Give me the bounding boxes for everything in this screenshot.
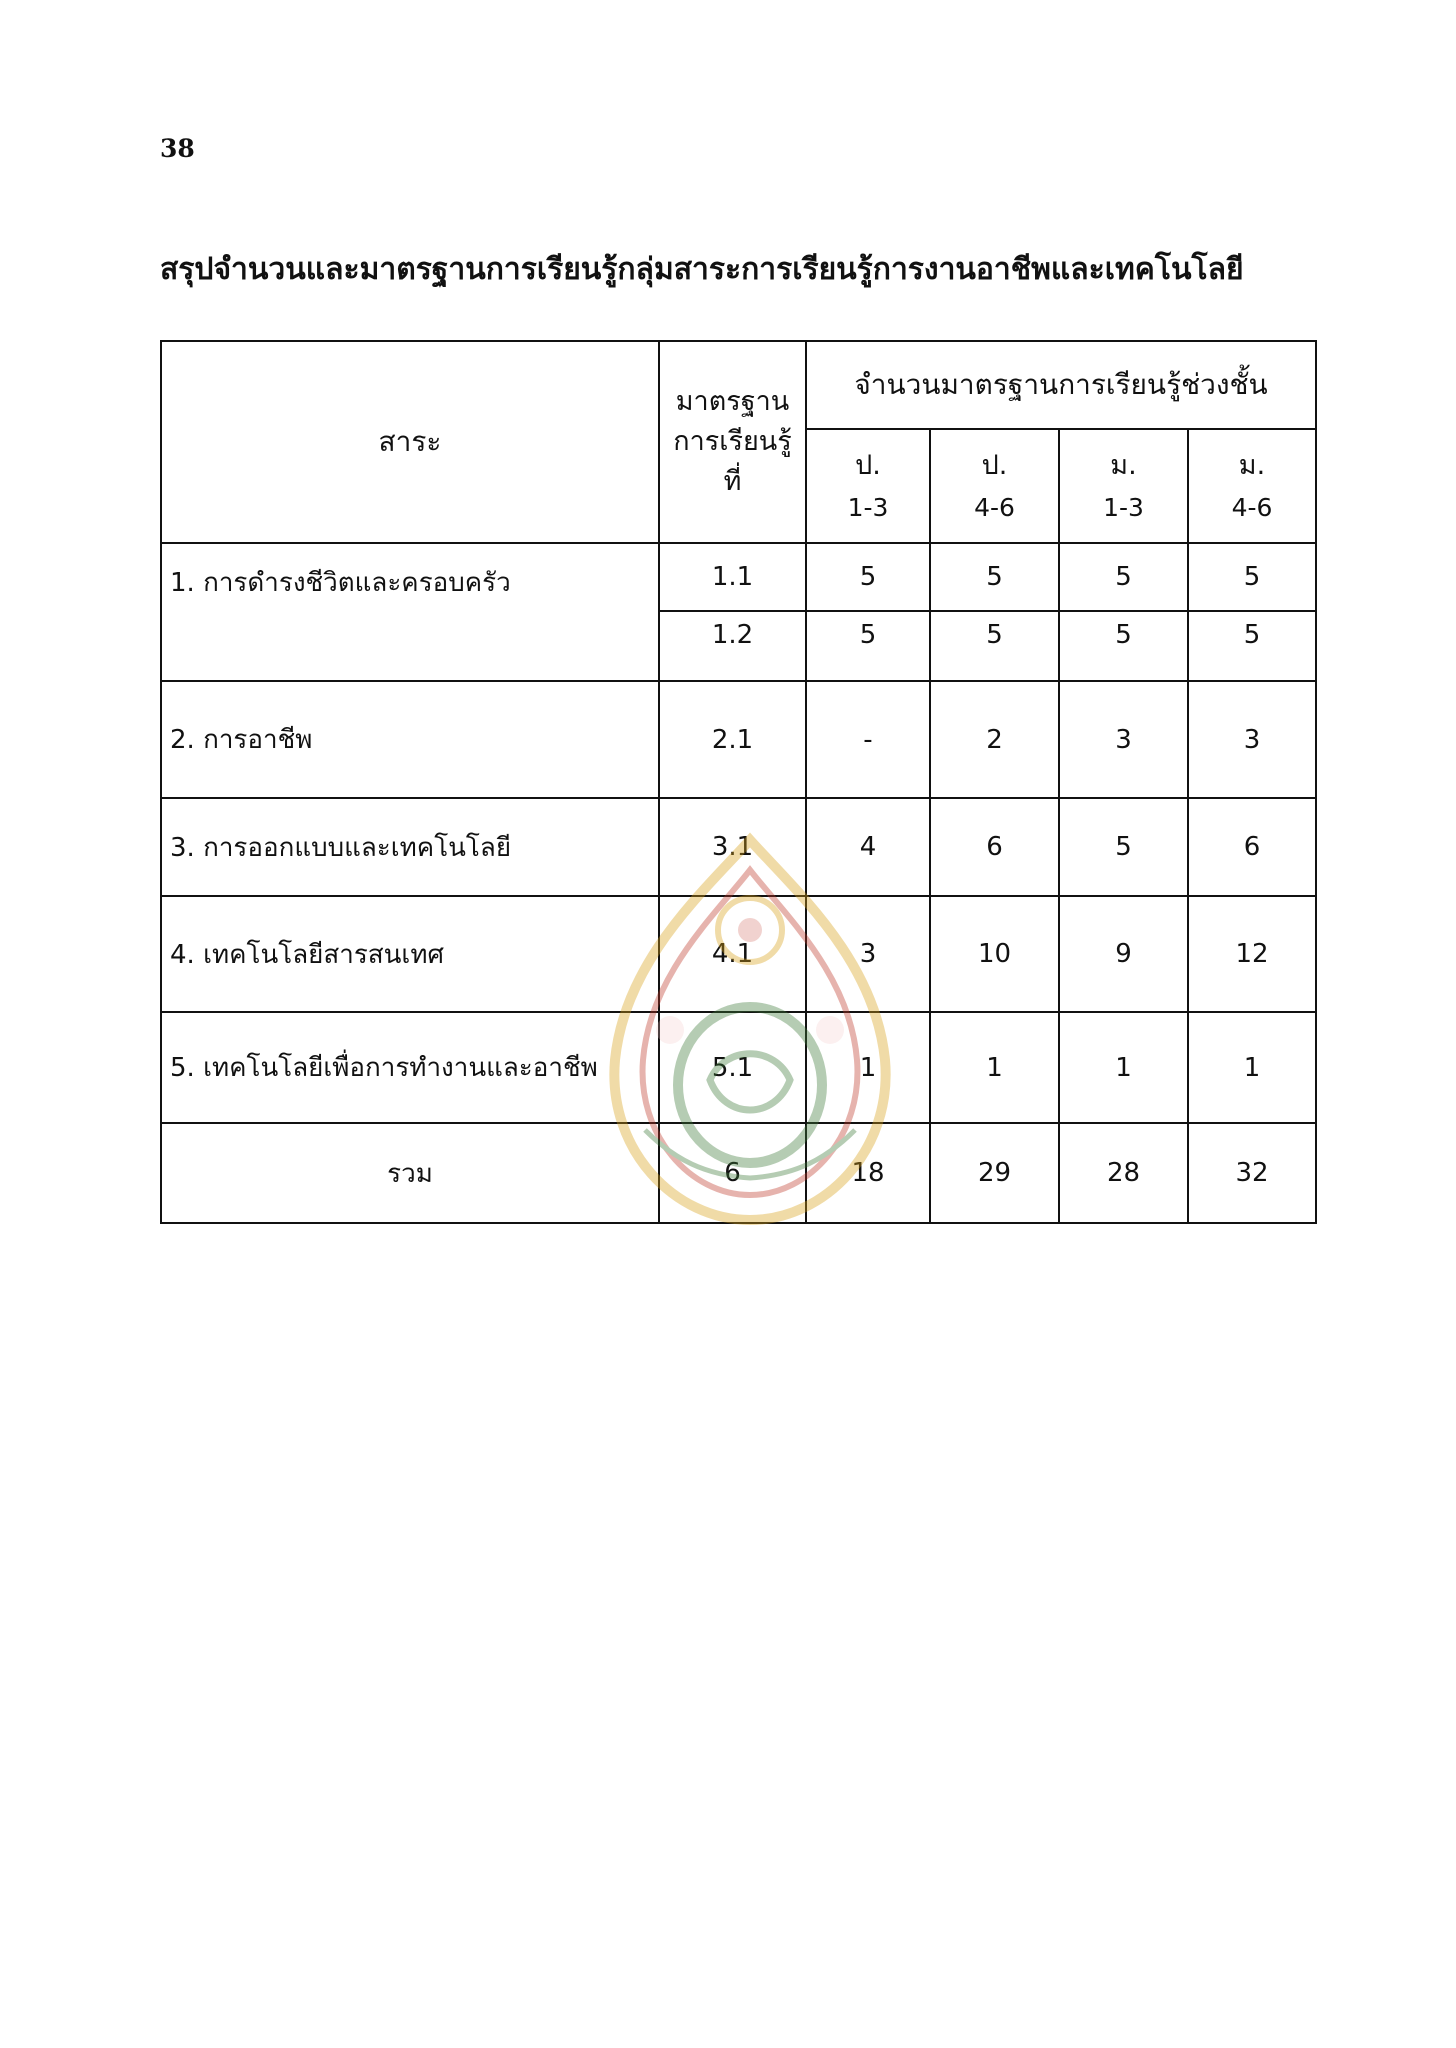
value-cell: 5 [806, 543, 930, 611]
standard-cell: 1.1 [659, 543, 806, 611]
header-grade [1188, 429, 1316, 543]
table-row [161, 681, 1316, 798]
header-standard [659, 341, 806, 543]
total-value-cell: 18 [806, 1123, 930, 1223]
grade-name: ม. [1110, 450, 1137, 481]
value-cell: 5 [1059, 798, 1188, 896]
grade-range: 1-3 [847, 493, 889, 522]
total-value-cell: 28 [1059, 1123, 1188, 1223]
page-number: 38 [160, 134, 195, 163]
header-strand [161, 341, 659, 543]
total-label: รวม [161, 1123, 659, 1223]
value-cell: 6 [1188, 798, 1316, 896]
table-row [161, 798, 1316, 896]
grade-range: 4-6 [1231, 493, 1273, 522]
value-cell: 2 [930, 681, 1059, 798]
value-cell: 5 [806, 611, 930, 681]
value-cell: - [806, 681, 930, 798]
standard-cell: 2.1 [659, 681, 806, 798]
value-cell: 5 [1188, 611, 1316, 681]
strand-cell: 1. การดำรงชีวิตและครอบครัว [161, 543, 659, 681]
total-row [161, 1123, 1316, 1223]
strand-cell: 2. การอาชีพ [161, 681, 659, 798]
value-cell: 5 [930, 611, 1059, 681]
header-strand-label: สาระ [378, 425, 442, 458]
value-cell: 5 [1059, 543, 1188, 611]
value-cell: 10 [930, 896, 1059, 1012]
value-cell: 1 [1059, 1012, 1188, 1123]
table-row [161, 543, 1316, 611]
grade-name: ป. [981, 450, 1008, 481]
value-cell: 3 [1059, 681, 1188, 798]
value-cell: 1 [930, 1012, 1059, 1123]
value-cell: 5 [1188, 543, 1316, 611]
grade-name: ป. [855, 450, 881, 481]
header-standard-line3: ที่ [723, 466, 742, 497]
grade-range: 4-6 [974, 493, 1015, 522]
header-count-group-label: จำนวนมาตรฐานการเรียนรู้ช่วงชั้น [854, 368, 1268, 401]
standard-cell: 4.1 [659, 896, 806, 1012]
grade-name: ม. [1238, 450, 1266, 481]
value-cell: 6 [930, 798, 1059, 896]
strand-cell: 4. เทคโนโลยีสารสนเทศ [161, 896, 659, 1012]
summary-table [160, 340, 1317, 1224]
standard-cell: 3.1 [659, 798, 806, 896]
standard-cell: 5.1 [659, 1012, 806, 1123]
value-cell: 9 [1059, 896, 1188, 1012]
value-cell: 3 [1188, 681, 1316, 798]
total-value-cell: 32 [1188, 1123, 1316, 1223]
page-title: สรุปจำนวนและมาตรฐานการเรียนรู้กลุ่มสาระการเรียนรู้การงานอาชีพและเทคโนโลยี [160, 252, 1244, 287]
header-count-group [806, 341, 1316, 429]
total-value-cell: 29 [930, 1123, 1059, 1223]
header-grade [1059, 429, 1188, 543]
value-cell: 5 [930, 543, 1059, 611]
strand-cell: 3. การออกแบบและเทคโนโลยี [161, 798, 659, 896]
total-standard-cell: 6 [659, 1123, 806, 1223]
table-row [161, 896, 1316, 1012]
value-cell: 4 [806, 798, 930, 896]
table-row [161, 1012, 1316, 1123]
value-cell: 3 [806, 896, 930, 1012]
value-cell: 5 [1059, 611, 1188, 681]
header-standard-line2: การเรียนรู้ [673, 426, 792, 457]
header-standard-line1: มาตรฐาน [675, 386, 790, 417]
value-cell: 12 [1188, 896, 1316, 1012]
grade-range: 1-3 [1103, 493, 1144, 522]
value-cell: 1 [806, 1012, 930, 1123]
strand-cell: 5. เทคโนโลยีเพื่อการทำงานและอาชีพ [161, 1012, 659, 1123]
value-cell: 1 [1188, 1012, 1316, 1123]
header-grade [930, 429, 1059, 543]
standard-cell: 1.2 [659, 611, 806, 681]
header-grade [806, 429, 930, 543]
